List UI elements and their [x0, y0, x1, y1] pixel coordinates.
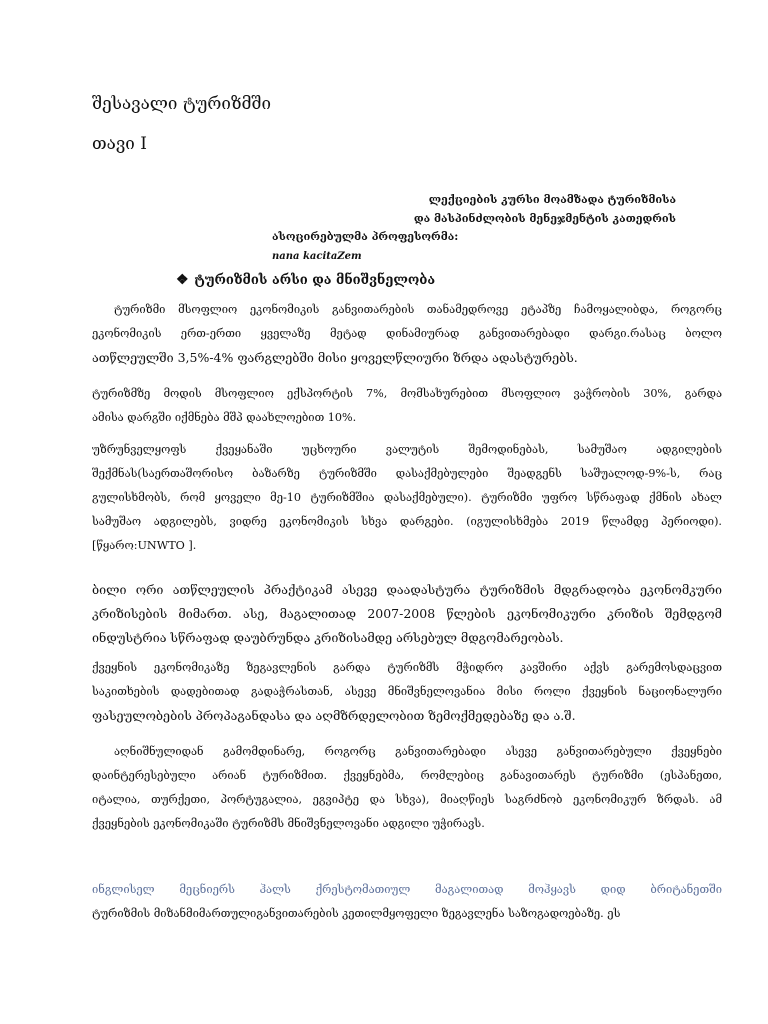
chapter-label: თავი I [92, 134, 147, 154]
text-line: გულისხმობს, რომ ყოველი მე-10 ტურიზმშია დასაქმებული). ტურიზმი უფრო სწრაფად ქმნის ახალ [92, 491, 722, 504]
text-line: ათწლეულში 3,5%-4% ფარგლებში მისი ყოველწლიური ზრდა ადასტურებს. [92, 350, 578, 365]
section-heading-text: ტურიზმის არსი და მნიშვნელობა [194, 273, 436, 288]
paragraph [92, 878, 722, 926]
text-line: ტურიზმზე მოდის მსოფლიო ექსპორტის 7%, მომსახურებით მსოფლიო ვაჭრობის 30%, გარდა [92, 387, 722, 400]
paragraph [92, 438, 722, 558]
text-line: [წყარო:UNWTO ]. [92, 539, 197, 552]
assoc-professor-label: ასოცირებულმა პროფესორმა: [272, 230, 459, 243]
author-name: nana kacitaZem [272, 251, 362, 262]
text-line: ბილი ორი ათწლეულის პრაქტიკამ ასევე დაადასტურა ტურიზმის მდგრადობა ეკონომკური [92, 582, 722, 597]
text-line: ტურიზმი მსოფლიო ეკონომიკის განვითარების თანამედროვე ეტაპზე ჩამოყალიბდა, როგორც [114, 303, 722, 316]
text-line: საკითხების დადებითად გადაჭრასთან, ასევე მნიშვნელოვანია მისი როლი ქვეყნის ნაციონალური [92, 685, 722, 698]
text-line: კრიზისების მიმართ. ასე, მაგალითად 2007-2008 წლების ეკონომიკური კრიზის შემდგომ [92, 606, 722, 621]
author-line: და მასპინძლობის მენეჯმენტის კათედრის [413, 212, 676, 225]
text-line: შექმნას(საერთაშორისო ბაზარზე ტურიზმში დასაქმებულები შეადგენს საშუალოდ-9%-ს, რაც [92, 467, 722, 480]
text-line: ინგლისელ მეცნიერს ჰალს ქრესტომათიულ მაგალითად მოჰყავს დიდ ბრიტანეთში [92, 883, 722, 896]
text-line: ეკონომიკის ერთ-ერთი ყველაზე მეტად დინამიურად განვითარებადი დარგი.რასაც ბოლო [92, 327, 722, 340]
document-title: შესავალი ტურიზმში [92, 94, 272, 114]
text-line: ამისა დარგში იქმნება მშპ დაახლოებით 10%. [92, 411, 357, 424]
text-line: ქვეყნის ეკონომიკაზე ზეგავლენის გარდა ტურიზმს მჭიდრო კავშირი აქვს გარემოსდაცვით [92, 661, 722, 674]
text-line: ტურიზმის მიზანმიმართულიგანვითარების კეთილმყოფელი ზეგავლენა საზოგადოებაზე. ეს [92, 907, 621, 920]
diamond-bullet-icon: ❖ [176, 272, 189, 288]
text-line: სამუშაო ადგილებს, ვიდრე ეკონომიკის სხვა დარგები. (იგულისხმება 2019 წლამდე პერიოდი). [92, 515, 722, 528]
paragraph [92, 740, 722, 836]
text-line: უზრუნველყოფს ქვეყანაში უცხოური ვალუტის შემოდინებას, სამუშაო ადგილების [92, 443, 722, 456]
text-line: ინდუსტრია სწრაფად დაუბრუნდა კრიზისამდე არსებულ მდგომარეობას. [92, 630, 564, 645]
text-line: ფასეულობების პროპაგანდასა და აღმზრდელობით ზემოქმედებაზე და ა.შ. [92, 708, 576, 723]
paragraph [92, 382, 722, 430]
paragraph [92, 298, 722, 370]
author-block [414, 190, 676, 228]
paragraph [92, 656, 722, 728]
section-heading [176, 272, 435, 288]
text-line: აღნიშნულიდან გამომდინარე, როგორც განვითარებადი ასევე განვითარებული ქვეყნები [114, 745, 722, 758]
text-line: ქვეყნების ეკონომიკაში ტურიზმს მნიშვნელოვანი ადგილი უჭირავს. [92, 817, 485, 830]
text-line: იტალია, თურქეთი, პორტუგალია, ეგვიპტე და სხვა), მიაღწიეს საგრძნობ ეკონომიკურ ზრდას. ამ [92, 793, 722, 806]
author-line: ლექციების კურსი მოამზადა ტურიზმისა [428, 193, 676, 206]
text-line: დაინტერესებული არიან ტურიზმით. ქვეყნებმა, რომლებიც განავითარეს ტურიზმი (ესპანეთი, [92, 769, 722, 782]
paragraph [92, 578, 722, 650]
